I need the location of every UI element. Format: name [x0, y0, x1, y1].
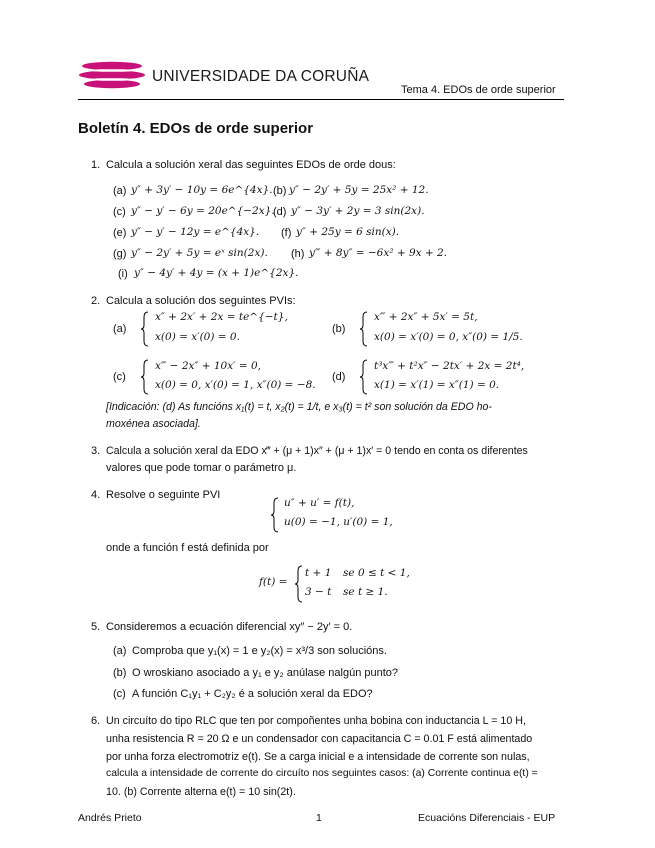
- problem-2-number: 2.: [91, 295, 101, 307]
- brace-icon: [359, 359, 369, 395]
- system-2d-line2: x(1) = x′(1) = x″(1) = 0.: [374, 379, 500, 391]
- system-2a-line1: x″ + 2x′ + 2x = te^{−t},: [155, 311, 288, 323]
- problem-5-text: Consideremos a ecuación diferencial xy″ − 2y′ = 0.: [106, 621, 353, 633]
- item-1a-eq: y″ + 3y′ − 10y = 6e^{4x}.: [131, 184, 273, 196]
- item-1h-eq: y‴ + 8y″ = −6x² + 9x + 2.: [309, 247, 448, 259]
- university-name: UNIVERSIDADE DA CORUÑA: [152, 68, 370, 85]
- item-1e-eq: y″ − y′ − 12y = e^{4x}.: [131, 226, 260, 238]
- item-1f-label: (f): [281, 227, 292, 239]
- piecewise-lhs: f(t) =: [259, 576, 288, 588]
- system-2d-label: (d): [332, 371, 346, 383]
- header-rule: [78, 99, 564, 100]
- item-1a-label: (a): [113, 185, 127, 197]
- item-1c-label: (c): [113, 206, 126, 218]
- brace-icon: [359, 311, 369, 347]
- brace-icon: [140, 311, 150, 347]
- university-logo-icon: [78, 60, 146, 90]
- item-1f-eq: y″ + 25y = 6 sin(x).: [296, 226, 400, 238]
- system-2b-line1: x‴ + 2x″ + 5x′ = 5t,: [374, 311, 478, 323]
- system-2b-line2: x(0) = x′(0) = 0, x″(0) = 1/5.: [374, 331, 523, 343]
- item-5b-label: (b): [113, 667, 127, 679]
- problem-6-number: 6.: [91, 715, 101, 727]
- problem-6-line1: Un circuíto do tipo RLC que ten por compoñentes unha bobina con inductancia L = 10 H,: [106, 715, 526, 727]
- problem-4-line2: u(0) = −1, u′(0) = 1,: [284, 516, 393, 528]
- footer-course: Ecuacións Diferenciais - EUP: [418, 812, 556, 824]
- problem-2-hint-line1: [Indicación: (d) As funcións x₁(t) = t, x₂(t) = 1/t, e x₃(t) = t² son solución da EDO ho-: [106, 401, 492, 413]
- piecewise-case2-cond: se t ≥ 1.: [343, 586, 388, 598]
- footer-page-number: 1: [316, 812, 322, 824]
- brace-icon: [140, 359, 150, 395]
- item-5a-label: (a): [113, 645, 127, 657]
- problem-6-line2: unha resistencia R = 20 Ω e un condensador con capacitancia C = 0.01 F está alimentado: [106, 733, 533, 745]
- piecewise-case2: 3 − t: [305, 586, 332, 598]
- problem-3-line2: valores que pode tomar o parámetro μ.: [106, 462, 297, 474]
- system-2b-label: (b): [332, 323, 346, 335]
- item-1d-eq: y″ − 3y′ + 2y = 3 sin(2x).: [291, 205, 425, 217]
- item-1c-eq: y″ − y′ − 6y = 20e^{−2x}.: [131, 205, 275, 217]
- item-1b-label: (b): [273, 185, 287, 197]
- problem-2-hint-line2: moxénea asociada].: [106, 418, 201, 430]
- problem-5-number: 5.: [91, 621, 101, 633]
- problem-1-number: 1.: [91, 159, 101, 171]
- item-5a-text: Comproba que y₁(x) = 1 e y₂(x) = x³/3 son solucións.: [132, 645, 387, 657]
- system-2d-line1: t³x‴ + t²x″ − 2tx′ + 2x = 2t⁴,: [374, 360, 525, 372]
- system-2c-line1: x‴ − 2x″ + 10x′ = 0,: [155, 360, 262, 372]
- problem-4-line1: u″ + u′ = f(t),: [284, 497, 355, 509]
- problem-6-line4: calcula a intensidade de corrente do circuíto nos seguintes casos: (a) Corrente continua e(t) =: [106, 768, 538, 779]
- piecewise-case1-cond: se 0 ≤ t < 1,: [343, 567, 410, 579]
- system-2c-label: (c): [113, 371, 126, 383]
- problem-4-number: 4.: [91, 489, 101, 501]
- problem-3-number: 3.: [91, 445, 101, 457]
- problem-6-line5: 10. (b) Corrente alterna e(t) = 10 sin(2t).: [106, 786, 296, 798]
- problem-6-line3: por unha forza electromotriz e(t). Se a carga inicial e a intensidade de corrente son nulas,: [106, 751, 530, 763]
- problem-4-text: Resolve o seguinte PVI: [106, 489, 221, 501]
- item-1g-label: (g): [113, 248, 127, 260]
- item-1h-label: (h): [291, 248, 305, 260]
- footer-author: Andrés Prieto: [78, 812, 142, 824]
- item-1b-eq: y″ − 2y′ + 5y = 25x² + 12.: [289, 184, 429, 196]
- item-5c-text: A función C₁y₁ + C₂y₂ é a solución xeral da EDO?: [132, 688, 373, 700]
- problem-4-mid: onde a función f está definida por: [106, 542, 269, 554]
- problem-3-line1: Calcula a solución xeral da EDO x‴ + (μ + 1)x″ + (μ + 1)x′ = 0 tendo en conta os diferentes: [106, 445, 528, 457]
- system-2a-line2: x(0) = x′(0) = 0.: [155, 331, 240, 343]
- problem-2-text: Calcula a solución dos seguintes PVIs:: [106, 295, 296, 307]
- item-1d-label: (d): [273, 206, 287, 218]
- brace-icon: [270, 497, 280, 533]
- item-1i-label: (i): [118, 268, 128, 280]
- brace-icon: [294, 565, 304, 603]
- header-topic: Tema 4. EDOs de orde superior: [401, 84, 556, 96]
- system-2a-label: (a): [113, 323, 127, 335]
- item-1i-eq: y″ − 4y′ + 4y = (x + 1)e^{2x}.: [134, 267, 299, 279]
- piecewise-case1: t + 1: [305, 567, 332, 579]
- item-5b-text: O wroskiano asociado a y₁ e y₂ anúlase nalgún punto?: [132, 667, 399, 679]
- system-2c-line2: x(0) = 0, x′(0) = 1, x″(0) = −8.: [155, 379, 316, 391]
- page-title: Boletín 4. EDOs de orde superior: [78, 120, 314, 137]
- problem-1-text: Calcula a solución xeral das seguintes EDOs de orde dous:: [106, 159, 396, 171]
- item-1g-eq: y″ − 2y′ + 5y = eˣ sin(2x).: [131, 247, 268, 259]
- item-1e-label: (e): [113, 227, 127, 239]
- item-5c-label: (c): [113, 688, 126, 700]
